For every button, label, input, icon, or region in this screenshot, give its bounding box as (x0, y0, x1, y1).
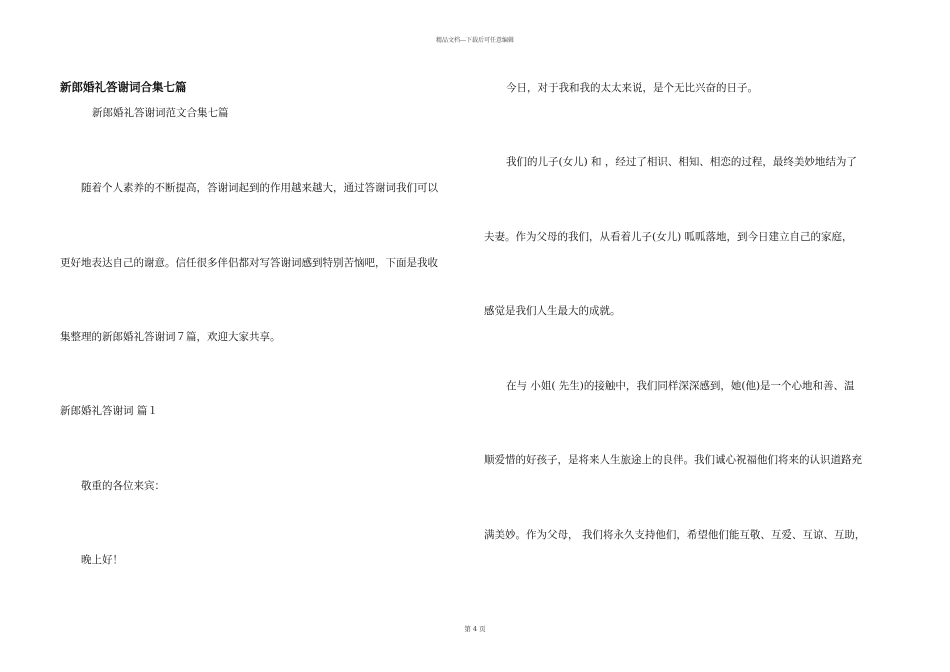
right-line-7: 满美妙。作为父母， 我们将永久支持他们，希望他们能互敬、互爱、互谅、互助， (484, 529, 866, 541)
subtitle: 新郎婚礼答谢词范文合集七篇 (92, 107, 229, 119)
right-line-2: 我们的儿子(女儿) 和 ，经过了相识、相知、相恋的过程，最终美妙地结为了 (506, 156, 857, 168)
document-title: 新郎婚礼答谢词合集七篇 (60, 80, 187, 94)
intro-line-2: 更好地表达自己的谢意。信任很多伴侣都对写答谢词感到特别苦恼吧，下面是我收 (60, 257, 438, 269)
page-header: 精品文档---下载后可任意编辑 (435, 37, 515, 44)
greeting: 敬重的各位来宾： (81, 480, 165, 492)
section-heading: 新郎婚礼答谢词 篇１ (60, 405, 158, 417)
page-number: 第 4 页 (464, 625, 486, 633)
right-line-4: 感觉是我们人生最大的成就。 (484, 305, 621, 317)
right-line-3: 夫妻。作为父母的我们，从看着儿子(女儿) 呱呱落地，到今日建立自己的家庭， (484, 231, 853, 243)
evening-greeting: 晚上好！ (81, 554, 123, 566)
right-line-1: 今日，对于我和我的太太来说，是个无比兴奋的日子。 (506, 82, 758, 94)
intro-line-3: 集整理的新郎婚礼答谢词７篇，欢迎大家共享。 (60, 331, 281, 343)
right-line-5: 在与 小姐( 先生)的接触中，我们同样深深感到，她(他)是一个心地和善、温 (506, 380, 855, 392)
intro-line-1: 随着个人素养的不断提高，答谢词起到的作用越来越大，通过答谢词我们可以 (81, 182, 438, 194)
right-line-6: 顺爱惜的好孩子，是将来人生旅途上的良伴。我们诚心祝福他们将来的认识道路充 (484, 454, 862, 466)
